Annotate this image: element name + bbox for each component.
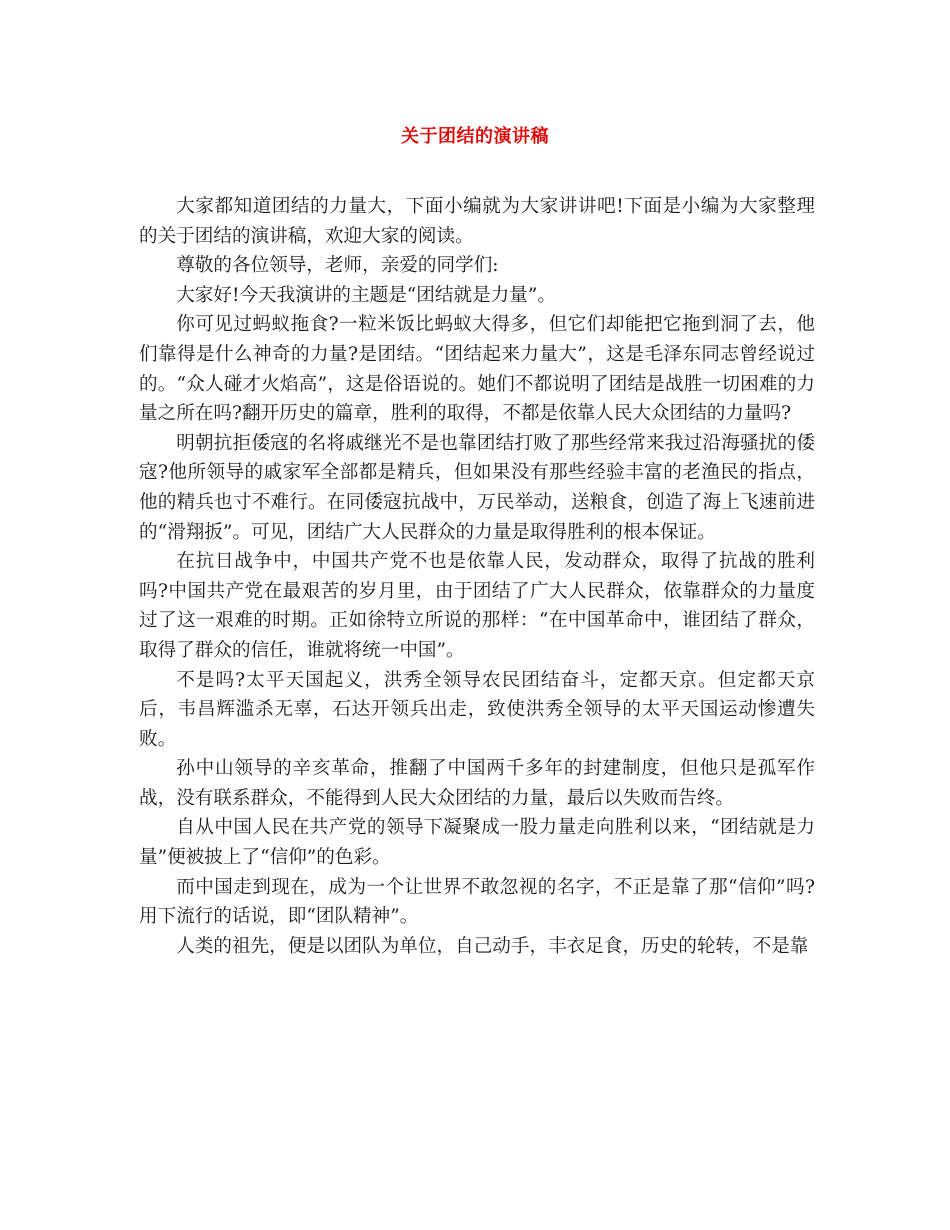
- paragraph: 自从中国人民在共产党的领导下凝聚成一股力量走向胜利以来，“团结就是力量”便被披上了“信仰”的色彩。: [139, 817, 815, 869]
- paragraph: 不是吗?太平天国起义，洪秀全领导农民团结奋斗，定都天京。但定都天京后，韦昌辉滥杀无辜，石达开领兵出走，致使洪秀全领导的太平天国运动惨遭失败。: [139, 669, 815, 750]
- document-body: [139, 192, 815, 961]
- paragraph: 孙中山领导的辛亥革命，推翻了中国两千多年的封建制度，但他只是孤军作战，没有联系群众，不能得到人民大众团结的力量，最后以失败而告终。: [139, 758, 815, 809]
- paragraph: 明朝抗拒倭寇的名将戚继光不是也靠团结打败了那些经常来我过沿海骚扰的倭寇?他所领导的戚家军全部都是精兵，但如果没有那些经验丰富的老渔民的指点，他的精兵也寸不难行。在同倭寇抗战中，万民举动，送粮食，创造了海上飞速前进的“滑翔扳”。可见，团结广大人民群众的力量是取得胜利的根本保证。: [139, 432, 815, 543]
- document-title: 关于团结的演讲稿: [401, 126, 549, 147]
- paragraph: 人类的祖先，便是以团队为单位，自己动手，丰衣足食，历史的轮转，不是靠: [176, 935, 809, 957]
- paragraph: 你可见过蚂蚁拖食?一粒米饭比蚂蚁大得多，但它们却能把它拖到洞了去，他们靠得是什么神奇的力量?是团结。“团结起来力量大”，这是毛泽东同志曾经说过的。“众人碰才火焰高”，这是俗语说的。她们不都说明了团结是战胜一切困难的力量之所在吗?翻开历史的篇章，胜利的取得，不都是依靠人民大众团结的力量吗?: [139, 314, 815, 425]
- paragraph: 尊敬的各位领导，老师，亲爱的同学们:: [176, 255, 499, 277]
- paragraph: 大家好!今天我演讲的主题是“团结就是力量”。: [176, 284, 556, 306]
- paragraph: 大家都知道团结的力量大，下面小编就为大家讲讲吧!下面是小编为大家整理的关于团结的演讲稿，欢迎大家的阅读。: [139, 196, 815, 247]
- paragraph: 在抗日战争中，中国共产党不也是依靠人民，发动群众，取得了抗战的胜利吗?中国共产党在最艰苦的岁月里，由于团结了广大人民群众，依靠群众的力量度过了这一艰难的时期。正如徐特立所说的那样：“在中国革命中，谁团结了群众，取得了群众的信任，谁就将统一中国”。: [139, 551, 815, 661]
- paragraph: 而中国走到现在，成为一个让世界不敢忽视的名字，不正是靠了那“信仰”吗?用下流行的话说，即“团队精神”。: [139, 876, 815, 928]
